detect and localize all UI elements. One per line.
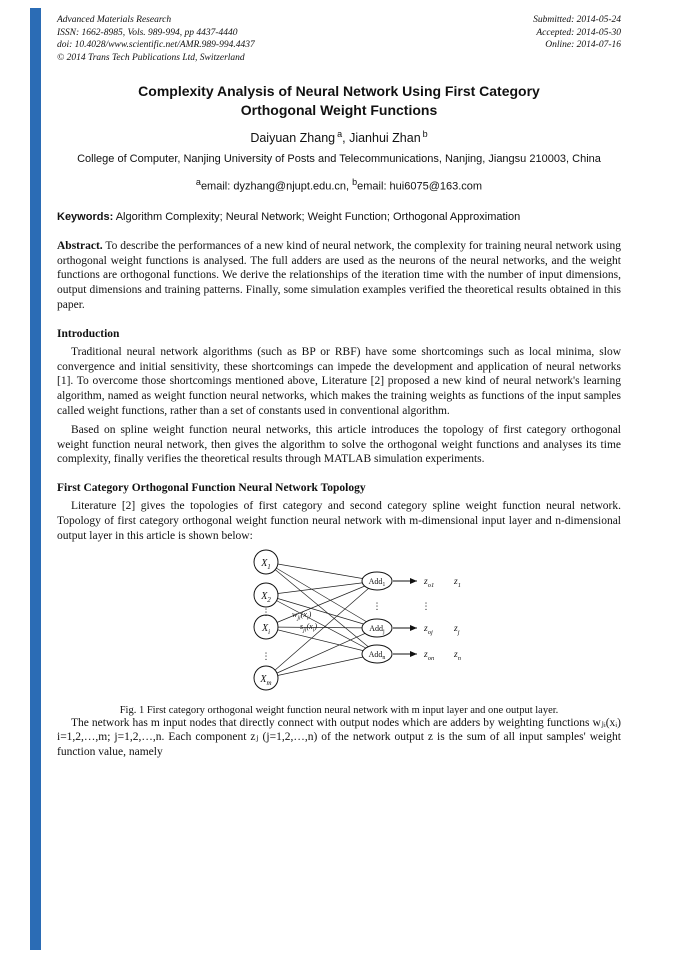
authors-line: [57, 129, 621, 145]
abstract-paragraph: [57, 239, 621, 313]
output-mid-label-1: $z_{o1}$: [423, 576, 434, 589]
emails-line: [57, 177, 621, 193]
after-figure-paragraph: The network has m input nodes that directly connect with output nodes which are adders by weighting functions wⱼᵢ(xᵢ) i=1,2,…,m; j=1,2,…,n. Each component zⱼ (j=1,2,…,n) of the network output z is the sum of all input samples' weight function value, namely: [57, 716, 621, 759]
submission-dates: [533, 14, 621, 64]
connection-edges: [266, 562, 377, 678]
accent-bar: [30, 8, 41, 950]
adder-ellipsis: ⋮: [372, 601, 381, 612]
introduction-heading: Introduction: [57, 327, 120, 340]
paper-title: [57, 82, 621, 120]
keywords-label: Keywords:: [57, 210, 114, 223]
author-1-affil-mark: a: [337, 129, 343, 139]
author-2: Jianhui Zhan: [349, 131, 421, 146]
edge-label-s: $s_{ji}(x_i)$: [299, 621, 317, 634]
page-content: [57, 14, 621, 760]
output-arrows: [393, 581, 417, 654]
introduction-paragraph-2: Based on spline weight function neural networks, this article introduces the topology of first category orthogonal weight function neural network, then gives the algorithm to solve the orthogonal weight functions and analyses its time complexity, finally verifies the theoretical results through MATLAB simulation experiments.: [57, 423, 621, 466]
adder-label-n: Add$_n$: [368, 649, 385, 661]
input-label-xi: $X_i$: [261, 622, 270, 636]
abstract-label: Abstract.: [57, 239, 103, 252]
input-label-x2: $X_2$: [260, 590, 271, 604]
adder-label-1: Add$_1$: [368, 576, 385, 588]
edge-line: [266, 654, 377, 678]
keywords-text: Algorithm Complexity; Neural Network; Weight Function; Orthogonal Approximation: [113, 210, 521, 223]
title-line-2: Orthogonal Weight Functions: [240, 102, 438, 118]
adder-label-j: Add$_j$: [368, 623, 385, 635]
edge-label-w: $w_{ji}(x_i)$: [291, 609, 311, 622]
figure-1-caption: Fig. 1 First category orthogonal weight function neural network with m input layer and one output layer.: [119, 704, 559, 716]
journal-doi: doi: 10.4028/www.scientific.net/AMR.989-994.4437: [57, 40, 255, 50]
journal-copyright: © 2014 Trans Tech Publications Ltd, Switzerland: [57, 52, 245, 63]
abstract-text: To describe the performances of a new kind of neural network, the complexity for training neural network using orthogonal weight functions is analysed. The full adders are used as the neurons of the neural networks, and the weight functions are orthogonal functions. We derive the relationships of the iteration time with the number of input dimensions, output dimensions and training patterns. Finally, some simulation examples verified the theoretical results obtained in this paper.: [57, 239, 621, 311]
authors-separator: ,: [342, 131, 350, 146]
input-label-x1: $X_1$: [260, 557, 271, 571]
title-line-1: Complexity Analysis of Neural Network Using First Category: [138, 83, 540, 99]
email-2-mark: b: [352, 177, 358, 188]
input-label-xm: $X_m$: [259, 673, 272, 687]
edge-line: [266, 562, 377, 628]
submitted-date: Submitted: 2014-05-24: [533, 15, 621, 25]
online-date: Online: 2014-07-16: [545, 40, 621, 50]
output-mid-label-j: $z_{oj}$: [423, 623, 433, 636]
edge-line: [266, 595, 377, 628]
edge-line: [266, 628, 377, 678]
introduction-paragraph-1: Traditional neural network algorithms (such as BP or RBF) have some shortcomings such as local minima, slow convergence and initial sensitivity, these shortcomings can impede the development and application of neural networks [1]. To overcome those shortcomings mentioned above, Literature [2] proposed a new kind of neural network's learning algorithm, named as weight function neural networks, which makes the training weights as functions of the input samples called weight functions, rather than a set of constants used in conventional algorithm.: [57, 345, 621, 417]
output-ellipsis: ⋮: [421, 601, 430, 612]
accepted-date: Accepted: 2014-05-30: [536, 27, 621, 38]
email-2: email: hui6075@163.com: [357, 180, 483, 193]
output-mid-label-n: $z_{on}$: [423, 649, 434, 662]
email-1-mark: a: [195, 177, 201, 188]
journal-issn: ISSN: 1662-8985, Vols. 989-994, pp 4437-4440: [57, 27, 238, 38]
author-1: Daiyuan Zhang: [250, 131, 336, 146]
author-2-affil-mark: b: [422, 129, 428, 139]
edge-line: [266, 627, 377, 628]
topology-paragraph-1: Literature [2] gives the topologies of first category and second category spline weight function neural network. Topology of first category orthogonal weight function neural network with m-dimensional input layer and n-dimensional output layer in this article is shown below:: [57, 500, 621, 542]
figure-1: [57, 549, 621, 716]
affiliation: College of Computer, Nanjing University of Posts and Telecommunications, Nanjing, Jiangsu 210003, China: [77, 153, 601, 166]
figure-1-network-diagram: [58, 549, 621, 699]
output-end-label-j: $z_j$: [453, 623, 460, 636]
input-ellipsis-1: ⋮: [261, 607, 270, 618]
output-end-label-1: $z_1$: [453, 576, 461, 589]
topology-heading: First Category Orthogonal Function Neural Network Topology: [57, 482, 366, 495]
input-ellipsis-2: ⋮: [261, 651, 270, 662]
output-end-label-n: $z_n$: [453, 649, 461, 662]
keywords-line: [57, 210, 621, 224]
journal-info: [57, 14, 255, 64]
email-1: email: dyzhang@njupt.edu.cn,: [200, 180, 353, 193]
edge-line: [266, 581, 377, 678]
journal-header: [57, 14, 621, 64]
journal-name: Advanced Materials Research: [57, 15, 172, 25]
